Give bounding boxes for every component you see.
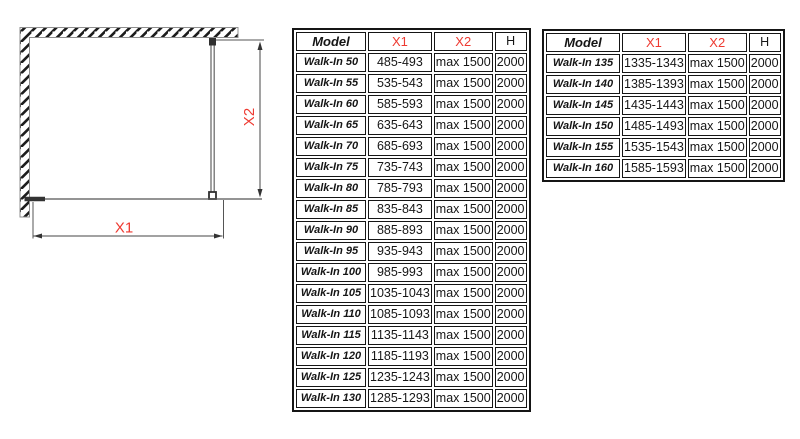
header-row [546, 33, 781, 52]
table-row [296, 95, 527, 114]
cell-h: 2000 [495, 242, 527, 261]
cell-h: 2000 [495, 158, 527, 177]
table-row [296, 368, 527, 387]
cell-x2: max 1500 [434, 200, 493, 219]
table-row [296, 200, 527, 219]
table-row [296, 53, 527, 72]
cell-x2: max 1500 [434, 389, 493, 408]
cell-x2: max 1500 [434, 347, 493, 366]
cell-x1: 835-843 [368, 200, 432, 219]
cell-x1: 1235-1243 [368, 368, 432, 387]
cell-h: 2000 [495, 305, 527, 324]
cell-h: 2000 [495, 368, 527, 387]
cell-h: 2000 [495, 326, 527, 345]
cell-h: 2000 [495, 221, 527, 240]
cell-x2: max 1500 [434, 137, 493, 156]
cell-h: 2000 [495, 179, 527, 198]
table-row [546, 96, 781, 115]
cell-x2: max 1500 [434, 179, 493, 198]
table-row [296, 242, 527, 261]
support-bar-wall-bracket [209, 38, 216, 46]
cell-model: Walk-In 85 [296, 200, 366, 219]
cell-x2: max 1500 [688, 138, 747, 157]
cell-model: Walk-In 125 [296, 368, 366, 387]
wall-section-hatched [20, 28, 238, 218]
size-table-walk-in-135-160 [542, 29, 785, 182]
cell-model: Walk-In 140 [546, 75, 620, 94]
cell-h: 2000 [749, 117, 781, 136]
cell-model: Walk-In 105 [296, 284, 366, 303]
arrow-left-icon [34, 234, 43, 239]
cell-h: 2000 [495, 95, 527, 114]
cell-model: Walk-In 55 [296, 74, 366, 93]
cell-x1: 935-943 [368, 242, 432, 261]
arrow-right-icon [214, 234, 223, 239]
table-row [296, 263, 527, 282]
table-row [546, 138, 781, 157]
cell-model: Walk-In 135 [546, 54, 620, 73]
cell-x1: 985-993 [368, 263, 432, 282]
cell-h: 2000 [495, 200, 527, 219]
dimension-x2 [216, 40, 264, 198]
cell-h: 2000 [495, 74, 527, 93]
table-row [296, 158, 527, 177]
table-row [296, 179, 527, 198]
col-header-x1: X1 [368, 32, 432, 51]
cell-h: 2000 [495, 53, 527, 72]
cell-model: Walk-In 65 [296, 116, 366, 135]
cell-h: 2000 [749, 96, 781, 115]
cell-model: Walk-In 130 [296, 389, 366, 408]
cell-model: Walk-In 145 [546, 96, 620, 115]
cell-x1: 685-693 [368, 137, 432, 156]
col-header-h: H [749, 33, 781, 52]
cell-model: Walk-In 155 [546, 138, 620, 157]
table-row [296, 347, 527, 366]
cell-model: Walk-In 75 [296, 158, 366, 177]
cell-model: Walk-In 70 [296, 137, 366, 156]
cell-model: Walk-In 115 [296, 326, 366, 345]
table-row [296, 116, 527, 135]
cell-model: Walk-In 80 [296, 179, 366, 198]
support-bar-glass-bracket [209, 192, 216, 199]
cell-h: 2000 [495, 116, 527, 135]
table-row [296, 284, 527, 303]
table-row [296, 137, 527, 156]
col-header-h: H [495, 32, 527, 51]
cell-h: 2000 [495, 347, 527, 366]
cell-model: Walk-In 120 [296, 347, 366, 366]
cell-h: 2000 [495, 389, 527, 408]
cell-x2: max 1500 [688, 54, 747, 73]
table-row [546, 54, 781, 73]
cell-model: Walk-In 110 [296, 305, 366, 324]
cell-x1: 1485-1493 [622, 117, 686, 136]
cell-x1: 1435-1443 [622, 96, 686, 115]
cell-model: Walk-In 160 [546, 159, 620, 178]
cell-x1: 635-643 [368, 116, 432, 135]
cell-x2: max 1500 [434, 284, 493, 303]
cell-x2: max 1500 [434, 53, 493, 72]
cell-x2: max 1500 [434, 221, 493, 240]
header-row [296, 32, 527, 51]
cell-x2: max 1500 [434, 95, 493, 114]
cell-x1: 1035-1043 [368, 284, 432, 303]
cell-h: 2000 [749, 138, 781, 157]
col-header-x1: X1 [622, 33, 686, 52]
cell-x2: max 1500 [688, 75, 747, 94]
col-header-x2: X2 [688, 33, 747, 52]
cell-x2: max 1500 [688, 159, 747, 178]
cell-x2: max 1500 [688, 117, 747, 136]
cell-x1: 885-893 [368, 221, 432, 240]
cell-model: Walk-In 100 [296, 263, 366, 282]
cell-x1: 585-593 [368, 95, 432, 114]
table-row [296, 74, 527, 93]
cell-x2: max 1500 [434, 116, 493, 135]
cell-x1: 1335-1343 [622, 54, 686, 73]
support-bar [209, 38, 216, 199]
cell-x1: 735-743 [368, 158, 432, 177]
cell-model: Walk-In 150 [546, 117, 620, 136]
arrow-down-icon [258, 189, 263, 198]
arrow-up-icon [258, 42, 263, 51]
dimension-x1 [33, 200, 224, 239]
shower-plan-diagram [0, 0, 290, 260]
cell-x2: max 1500 [434, 158, 493, 177]
cell-x2: max 1500 [434, 263, 493, 282]
cell-h: 2000 [495, 137, 527, 156]
dimension-x2-label: X2 [240, 107, 258, 127]
cell-x1: 1385-1393 [622, 75, 686, 94]
cell-h: 2000 [749, 159, 781, 178]
cell-model: Walk-In 95 [296, 242, 366, 261]
table-row [296, 221, 527, 240]
cell-x1: 535-543 [368, 74, 432, 93]
cell-x2: max 1500 [434, 242, 493, 261]
cell-x1: 785-793 [368, 179, 432, 198]
table-row [296, 326, 527, 345]
cell-x2: max 1500 [434, 326, 493, 345]
table-row [296, 305, 527, 324]
dimension-x1-label: X1 [114, 219, 134, 237]
col-header-x2: X2 [434, 32, 493, 51]
cell-x2: max 1500 [434, 74, 493, 93]
cell-x2: max 1500 [434, 305, 493, 324]
cell-x1: 1185-1193 [368, 347, 432, 366]
size-table-walk-in-50-130 [292, 28, 531, 412]
table-row [546, 75, 781, 94]
cell-x1: 1135-1143 [368, 326, 432, 345]
cell-x2: max 1500 [434, 368, 493, 387]
cell-x1: 1285-1293 [368, 389, 432, 408]
col-header-model: Model [546, 33, 620, 52]
cell-model: Walk-In 50 [296, 53, 366, 72]
cell-model: Walk-In 60 [296, 95, 366, 114]
cell-h: 2000 [495, 284, 527, 303]
table-row [546, 117, 781, 136]
col-header-model: Model [296, 32, 366, 51]
cell-h: 2000 [749, 54, 781, 73]
table-row [296, 389, 527, 408]
cell-h: 2000 [749, 75, 781, 94]
cell-x1: 1585-1593 [622, 159, 686, 178]
cell-x1: 485-493 [368, 53, 432, 72]
table-row [546, 159, 781, 178]
cell-model: Walk-In 90 [296, 221, 366, 240]
cell-h: 2000 [495, 263, 527, 282]
plan-drawing-svg [0, 0, 290, 260]
cell-x2: max 1500 [688, 96, 747, 115]
cell-x1: 1535-1543 [622, 138, 686, 157]
cell-x1: 1085-1093 [368, 305, 432, 324]
